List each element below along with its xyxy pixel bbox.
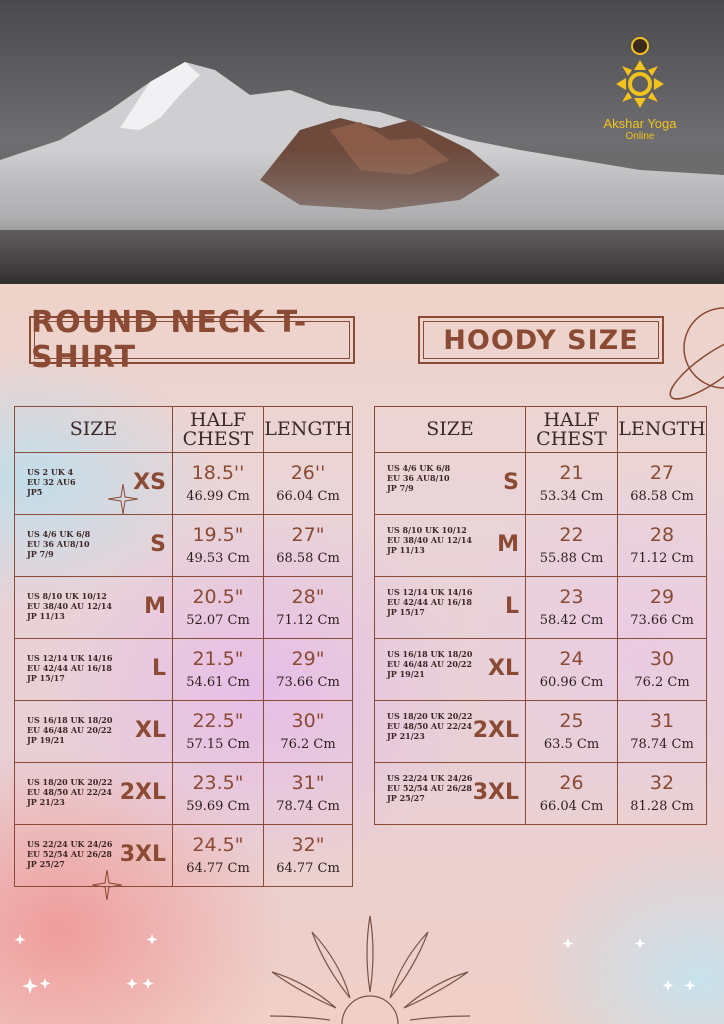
length-inches: 29" bbox=[291, 647, 325, 670]
length-cell bbox=[264, 701, 353, 763]
intl-size-codes: US 8/10 UK 10/12 EU 38/40 AU 12/14 JP 11/13 bbox=[27, 591, 112, 621]
half-chest-cell bbox=[173, 453, 264, 515]
size-cell bbox=[15, 639, 173, 701]
intl-size-codes: US 4/6 UK 6/8 EU 36 AU8/10 JP 7/9 bbox=[387, 463, 451, 493]
intl-size-codes: US 22/24 UK 24/26 EU 52/54 AU 26/28 JP 25/27 bbox=[27, 839, 113, 869]
half-chest-cm: 64.77 Cm bbox=[186, 860, 250, 876]
length-cm: 64.77 Cm bbox=[276, 860, 340, 876]
size-label: M bbox=[497, 532, 519, 557]
length-cell bbox=[618, 453, 707, 515]
intl-size-codes: US 18/20 UK 20/22 EU 48/50 AU 22/24 JP 21/23 bbox=[27, 777, 113, 807]
half-chest-cm: 55.88 Cm bbox=[539, 550, 604, 566]
table-row bbox=[15, 825, 353, 887]
length-cm: 68.58 Cm bbox=[276, 550, 340, 566]
half-chest-inches: 25 bbox=[559, 709, 584, 732]
brand-logo bbox=[592, 32, 688, 142]
size-label: L bbox=[504, 594, 519, 619]
size-cell bbox=[375, 701, 526, 763]
brand-sub: Online bbox=[625, 131, 655, 142]
half-chest-cell bbox=[173, 763, 264, 825]
intl-size-codes: US 16/18 UK 18/20 EU 46/48 AU 20/22 JP 19/21 bbox=[27, 715, 113, 745]
size-cell bbox=[15, 763, 173, 825]
size-label: 2XL bbox=[119, 780, 166, 805]
table-row bbox=[375, 577, 707, 639]
brand-name: Akshar Yoga bbox=[603, 116, 677, 131]
size-cell bbox=[15, 577, 173, 639]
length-cell bbox=[618, 701, 707, 763]
title-inner-border bbox=[423, 321, 659, 359]
half-chest-cm: 60.96 Cm bbox=[539, 674, 604, 690]
intl-size-codes: US 16/18 UK 18/20 EU 46/48 AU 20/22 JP 19/21 bbox=[387, 649, 473, 679]
size-label: XL bbox=[135, 718, 166, 743]
table-row bbox=[15, 515, 353, 577]
half-chest-inches: 23 bbox=[559, 585, 584, 608]
intl-size-codes: US 4/6 UK 6/8 EU 36 AU8/10 JP 7/9 bbox=[27, 529, 91, 559]
size-cell bbox=[375, 453, 526, 515]
length-inches: 31" bbox=[291, 771, 325, 794]
half-chest-cm: 59.69 Cm bbox=[186, 798, 250, 814]
intl-size-codes: US 8/10 UK 10/12 EU 38/40 AU 12/14 JP 11/13 bbox=[387, 525, 472, 555]
title-inner-border bbox=[34, 321, 350, 359]
table-header-row bbox=[375, 407, 707, 453]
length-cell bbox=[264, 825, 353, 887]
length-inches: 28 bbox=[649, 523, 675, 546]
half-chest-inches: 21 bbox=[559, 461, 584, 484]
size-cell bbox=[375, 515, 526, 577]
half-chest-cell bbox=[526, 763, 618, 825]
length-inches: 32" bbox=[291, 833, 325, 856]
size-label: XS bbox=[133, 470, 166, 495]
length-inches: 30 bbox=[649, 647, 675, 670]
hoody-title-text: HOODY SIZE bbox=[443, 324, 639, 356]
length-inches: 28" bbox=[291, 585, 325, 608]
length-cm: 81.28 Cm bbox=[630, 798, 694, 814]
length-cell bbox=[264, 639, 353, 701]
table-row bbox=[15, 701, 353, 763]
round-neck-title-text: ROUND NECK T-SHIRT bbox=[31, 305, 308, 375]
half-chest-inches: 21.5" bbox=[192, 647, 244, 670]
hoody-size-table bbox=[374, 406, 707, 825]
half-chest-cell bbox=[526, 701, 618, 763]
half-chest-cm: 66.04 Cm bbox=[539, 798, 604, 814]
half-chest-cell bbox=[526, 577, 618, 639]
intl-size-codes: US 12/14 UK 14/16 EU 42/44 AU 16/18 JP 15/17 bbox=[27, 653, 113, 683]
length-cm: 66.04 Cm bbox=[276, 488, 340, 504]
length-cell bbox=[618, 763, 707, 825]
header-half-chest: HALF CHEST bbox=[526, 407, 618, 453]
header-length: LENGTH bbox=[618, 407, 707, 453]
half-chest-cm: 54.61 Cm bbox=[186, 674, 250, 690]
table-header-row bbox=[15, 407, 353, 453]
size-label: 2XL bbox=[472, 718, 519, 743]
length-cm: 68.58 Cm bbox=[630, 488, 694, 504]
length-inches: 31 bbox=[649, 709, 675, 732]
half-chest-inches: 20.5" bbox=[192, 585, 244, 608]
half-chest-cell bbox=[173, 701, 264, 763]
length-cm: 76.2 Cm bbox=[634, 674, 690, 690]
size-cell bbox=[375, 763, 526, 825]
length-inches: 27 bbox=[649, 461, 675, 484]
half-chest-inches: 26 bbox=[559, 771, 584, 794]
half-chest-cm: 46.99 Cm bbox=[186, 488, 250, 504]
half-chest-cm: 49.53 Cm bbox=[186, 550, 250, 566]
table-row bbox=[15, 763, 353, 825]
table-row bbox=[15, 639, 353, 701]
table-row bbox=[375, 639, 707, 701]
hoody-title bbox=[418, 316, 664, 364]
table-row bbox=[375, 701, 707, 763]
size-label: L bbox=[151, 656, 166, 681]
size-label: S bbox=[150, 532, 166, 557]
size-cell bbox=[375, 639, 526, 701]
header-size: SIZE bbox=[15, 407, 173, 453]
round-neck-title bbox=[29, 305, 355, 375]
half-chest-cm: 58.42 Cm bbox=[539, 612, 604, 628]
length-cm: 73.66 Cm bbox=[276, 674, 340, 690]
table-row bbox=[15, 577, 353, 639]
length-cm: 78.74 Cm bbox=[276, 798, 340, 814]
intl-size-codes: US 22/24 UK 24/26 EU 52/54 AU 26/28 JP 25/27 bbox=[387, 773, 473, 803]
size-cell bbox=[15, 701, 173, 763]
intl-size-codes: US 12/14 UK 14/16 EU 42/44 AU 16/18 JP 15/17 bbox=[387, 587, 473, 617]
size-label: M bbox=[144, 594, 166, 619]
half-chest-inches: 18.5'' bbox=[191, 461, 245, 484]
size-cell bbox=[375, 577, 526, 639]
size-cell bbox=[15, 515, 173, 577]
table-row bbox=[15, 453, 353, 515]
length-cell bbox=[618, 577, 707, 639]
length-cell bbox=[264, 763, 353, 825]
length-cm: 78.74 Cm bbox=[630, 736, 694, 752]
size-label: S bbox=[503, 470, 519, 495]
table-row bbox=[375, 453, 707, 515]
half-chest-cell bbox=[173, 577, 264, 639]
intl-size-codes: US 18/20 UK 20/22 EU 48/50 AU 22/24 JP 21/23 bbox=[387, 711, 473, 741]
half-chest-cell bbox=[173, 825, 264, 887]
size-label: 3XL bbox=[472, 780, 519, 805]
length-inches: 26'' bbox=[290, 461, 326, 484]
half-chest-inches: 24.5" bbox=[192, 833, 244, 856]
length-cm: 76.2 Cm bbox=[280, 736, 336, 752]
length-cell bbox=[264, 515, 353, 577]
length-inches: 27" bbox=[291, 523, 325, 546]
half-chest-inches: 19.5" bbox=[192, 523, 244, 546]
length-cell bbox=[618, 639, 707, 701]
half-chest-inches: 22 bbox=[559, 523, 584, 546]
half-chest-cm: 53.34 Cm bbox=[539, 488, 604, 504]
half-chest-inches: 22.5" bbox=[192, 709, 244, 732]
half-chest-inches: 23.5" bbox=[192, 771, 244, 794]
half-chest-cm: 63.5 Cm bbox=[543, 736, 600, 752]
length-inches: 29 bbox=[649, 585, 675, 608]
half-chest-cell bbox=[526, 453, 618, 515]
half-chest-cell bbox=[173, 515, 264, 577]
header-half-chest: HALF CHEST bbox=[173, 407, 264, 453]
half-chest-cell bbox=[526, 515, 618, 577]
length-cell bbox=[264, 453, 353, 515]
table-row bbox=[375, 763, 707, 825]
length-inches: 32 bbox=[649, 771, 675, 794]
size-label: XL bbox=[488, 656, 519, 681]
lotus-emblem-icon bbox=[602, 32, 678, 112]
header-size: SIZE bbox=[375, 407, 526, 453]
planet-ring-icon bbox=[662, 298, 724, 404]
intl-size-codes: US 2 UK 4 EU 32 AU6 JP5 bbox=[27, 467, 76, 497]
sparkle-star-icon bbox=[92, 870, 122, 900]
header-length: LENGTH bbox=[264, 407, 353, 453]
size-label: 3XL bbox=[119, 842, 166, 867]
length-cm: 71.12 Cm bbox=[630, 550, 694, 566]
table-row bbox=[375, 515, 707, 577]
length-cell bbox=[618, 515, 707, 577]
half-chest-cm: 52.07 Cm bbox=[186, 612, 250, 628]
round-neck-size-table bbox=[14, 406, 353, 887]
half-chest-cell bbox=[526, 639, 618, 701]
half-chest-cm: 57.15 Cm bbox=[186, 736, 250, 752]
length-inches: 30" bbox=[291, 709, 325, 732]
length-cell bbox=[264, 577, 353, 639]
decorative-stars bbox=[0, 900, 724, 1024]
half-chest-inches: 24 bbox=[559, 647, 584, 670]
half-chest-cell bbox=[173, 639, 264, 701]
length-cm: 73.66 Cm bbox=[630, 612, 694, 628]
length-cm: 71.12 Cm bbox=[276, 612, 340, 628]
sparkle-star-icon bbox=[108, 484, 138, 514]
size-cell bbox=[15, 453, 173, 515]
